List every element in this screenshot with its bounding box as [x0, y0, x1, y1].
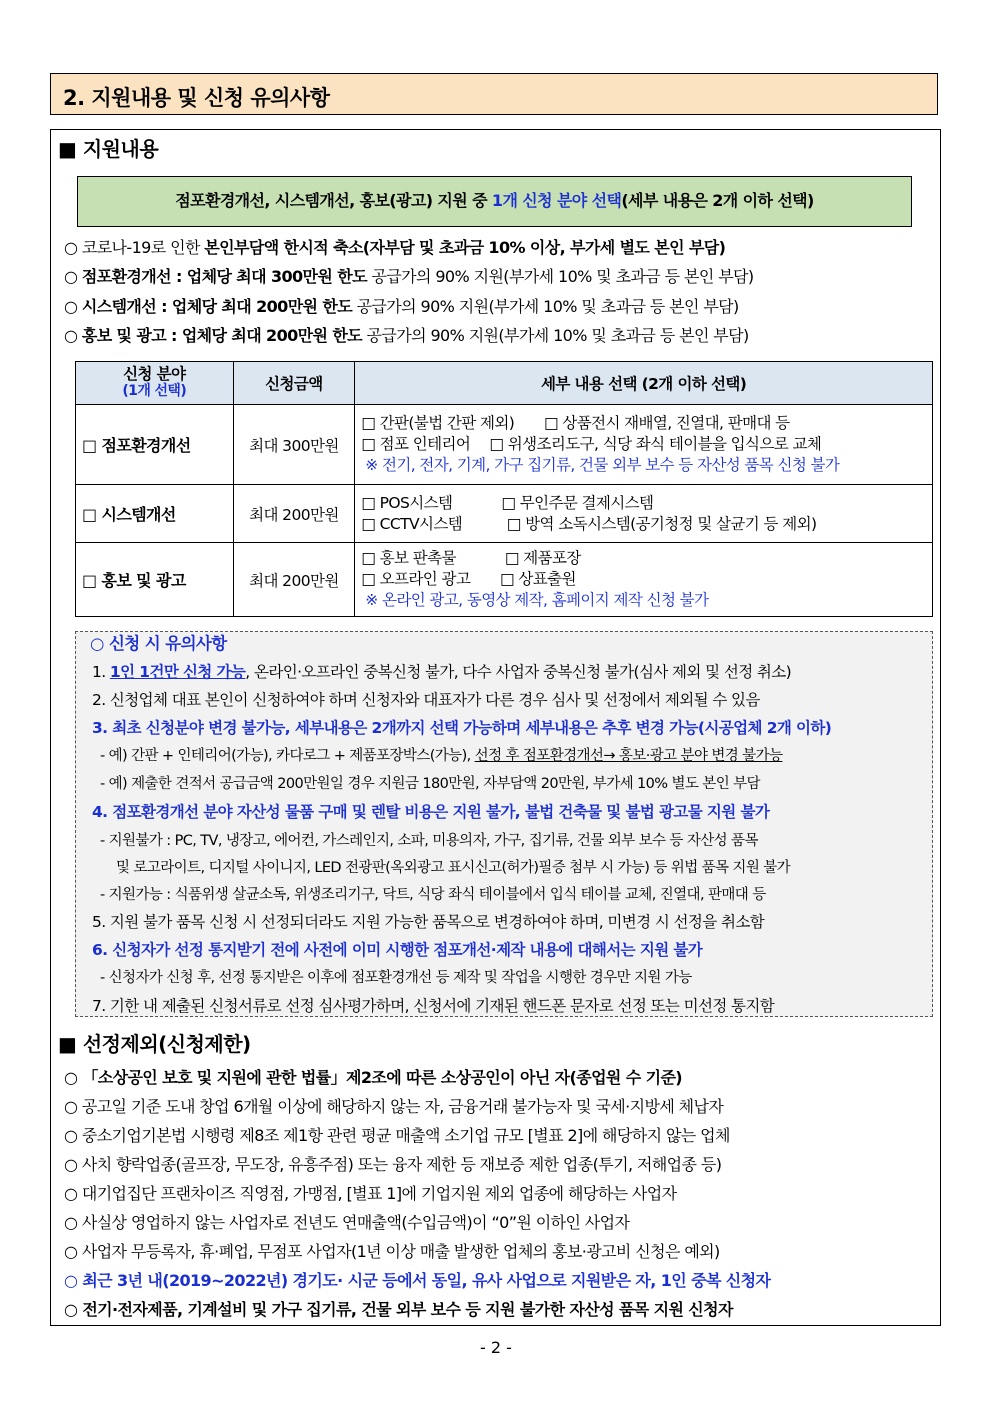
detail-note: ※ 온라인 광고, 동영상 제작, 홈페이지 제작 신청 불가: [365, 591, 709, 609]
detail-option-line[interactable]: □ CCTV시스템 □ 방역 소독시스템(공기청정 및 살균기 등 제외): [361, 514, 817, 533]
support-heading: ■ 지원내용: [58, 137, 159, 161]
section-header: [50, 73, 938, 115]
col-header-amount: 신청금액: [233, 362, 355, 405]
note-item-7: 7. 기한 내 제출된 신청서류로 선정 심사평가하며, 신청서에 기재된 핸드폰 문자로 선정 또는 미선정 통지함: [92, 997, 775, 1015]
detail-cell: [355, 543, 933, 617]
category-checkbox-system[interactable]: □ 시스템개선: [76, 485, 234, 543]
exclusion-item: ○ 사실상 영업하지 않는 사업자로 전년도 연매출액(수입금액)이 “0”원 이하인 사업자: [64, 1213, 630, 1232]
table-header-row: [76, 362, 933, 405]
exclusion-item: ○ 공고일 기준 도내 창업 6개월 이상에 해당하지 않는 자, 금융거래 불가능자 및 국세·지방세 체납자: [64, 1097, 724, 1116]
detail-note: ※ 전기, 전자, 기계, 가구 집기류, 건물 외부 보수 등 자산성 품목 신청 불가: [365, 456, 840, 474]
detail-option-line[interactable]: □ POS시스템 □ 무인주문 결제시스템: [361, 493, 654, 512]
col-header-category: 신청 분야 (1개 선택): [76, 362, 234, 405]
note-item-2: 2. 신청업체 대표 본인이 신청하여야 하며 신청자와 대표자가 다른 경우 심사 및 선정에서 제외될 수 있음: [92, 691, 760, 709]
exclusion-item: ○ 사치 향락업종(골프장, 무도장, 유흥주점) 또는 융자 제한 등 재보증 제한 업종(투기, 저해업종 등): [64, 1155, 722, 1174]
notes-heading: ○ 신청 시 유의사항: [90, 634, 227, 653]
exclusion-item: ○ 중소기업기본법 시행령 제8조 제1항 관련 평균 매출액 소기업 규모 [별표 2]에 해당하지 않는 업체: [64, 1126, 730, 1145]
note-item-3-example-1: - 예) 간판 + 인테리어(가능), 카다로그 + 제품포장박스(가능), 선정 후 점포환경개선→ 홍보·광고 분야 변경 불가능: [100, 748, 783, 764]
detail-option-line[interactable]: □ 점포 인테리어 □ 위생조리도구, 식당 좌식 테이블을 입식으로 교체: [361, 435, 822, 453]
banner-text-3: (세부 내용은 2개 이하 선택): [621, 191, 814, 210]
exclusion-item: ○ 「소상공인 보호 및 지원에 관한 법률」제2조에 따른 소상공인이 아닌 자(종업원 수 기준): [64, 1068, 683, 1087]
category-checkbox-promo[interactable]: □ 홍보 및 광고: [76, 543, 234, 617]
page-number: - 2 -: [480, 1338, 512, 1357]
note-item-6: 6. 신청자가 선정 통지받기 전에 사전에 이미 시행한 점포개선·제작 내용에 대해서는 지원 불가: [92, 941, 703, 959]
banner-text-2: 1개 신청 분야 선택: [491, 191, 622, 210]
note-item-5: 5. 지원 불가 품목 신청 시 선정되더라도 지원 가능한 품목으로 변경하여야 하며, 미변경 시 선정을 취소함: [92, 913, 765, 931]
table-row: [76, 543, 933, 617]
note-item-4-sub-2: - 지원가능 : 식품위생 살균소독, 위생조리기구, 닥트, 식당 좌식 테이블에서 입식 테이블 교체, 진열대, 판매대 등: [100, 887, 766, 903]
notes-box: [75, 631, 933, 1017]
table-row: [76, 485, 933, 543]
table-row: [76, 405, 933, 485]
section-title: 2. 지원내용 및 신청 유의사항: [63, 86, 330, 110]
support-bullet-3: ○ 시스템개선 : 업체당 최대 200만원 한도 공급가의 90% 지원(부가세 10% 및 초과금 등 본인 부담): [64, 297, 739, 316]
detail-cell: [355, 405, 933, 485]
support-bullet-4: ○ 홍보 및 광고 : 업체당 최대 200만원 한도 공급가의 90% 지원(부가세 10% 및 초과금 등 본인 부담): [64, 326, 749, 345]
detail-option-line[interactable]: □ 간판(불법 간판 제외) □ 상품전시 재배열, 진열대, 판매대 등: [361, 414, 790, 432]
support-bullet-2: ○ 점포환경개선 : 업체당 최대 300만원 한도 공급가의 90% 지원(부가세 10% 및 초과금 등 본인 부담): [64, 267, 754, 286]
detail-cell: [355, 485, 933, 543]
amount-cell: 최대 200만원: [233, 485, 355, 543]
support-bullet-1: ○ 코로나-19로 인한 본인부담액 한시적 축소(자부담 및 초과금 10% 이상, 부가세 별도 본인 부담): [64, 238, 726, 257]
note-item-3-example-2: - 예) 제출한 견적서 공급금액 200만원일 경우 지원금 180만원, 자부담액 20만원, 부가세 10% 별도 본인 부담: [100, 776, 760, 792]
exclusion-heading: ■ 선정제외(신청제한): [58, 1032, 251, 1056]
note-item-4: 4. 점포환경개선 분야 자산성 물품 구매 및 렌탈 비용은 지원 불가, 불법 건축물 및 불법 광고물 지원 불가: [92, 803, 770, 821]
detail-option-line[interactable]: □ 오프라인 광고 □ 상표출원: [361, 570, 576, 588]
exclusion-item: ○ 사업자 무등록자, 휴·폐업, 무점포 사업자(1년 이상 매출 발생한 업체의 홍보·광고비 신청은 예외): [64, 1242, 720, 1261]
banner-text-1: 점포환경개선, 시스템개선, 홍보(광고) 지원 중: [175, 191, 492, 210]
exclusion-item: ○ 전기·전자제품, 기계설비 및 가구 집기류, 건물 외부 보수 등 지원 불가한 자산성 품목 지원 신청자: [64, 1300, 733, 1319]
amount-cell: 최대 300만원: [233, 405, 355, 485]
exclusion-item: ○ 최근 3년 내(2019~2022년) 경기도· 시군 등에서 동일, 유사 사업으로 지원받은 자, 1인 중복 신청자: [64, 1271, 771, 1290]
note-item-3: 3. 최초 신청분야 변경 불가능, 세부내용은 2개까지 선택 가능하며 세부내용은 추후 변경 가능(시공업체 2개 이하): [92, 719, 832, 737]
note-item-4-sub-1: - 지원불가 : PC, TV, 냉장고, 에어컨, 가스레인지, 소파, 미용의자, 가구, 집기류, 건물 외부 보수 등 자산성 품목: [100, 833, 758, 849]
support-table: [75, 361, 933, 617]
note-item-1: 1. 1인 1건만 신청 가능, 온라인·오프라인 중복신청 불가, 다수 사업자 중복신청 불가(심사 제외 및 선정 취소): [92, 663, 792, 681]
detail-option-line[interactable]: □ 홍보 판촉물 □ 제품포장: [361, 549, 581, 567]
exclusion-item: ○ 대기업집단 프랜차이즈 직영점, 가맹점, [별표 1]에 기업지원 제외 업종에 해당하는 사업자: [64, 1184, 677, 1203]
col-header-detail: 세부 내용 선택 (2개 이하 선택): [355, 362, 933, 405]
category-checkbox-store[interactable]: □ 점포환경개선: [76, 405, 234, 485]
support-banner: [77, 176, 912, 227]
note-item-4-sub-1b: 및 로고라이트, 디지털 사이니지, LED 전광판(옥외광고 표시신고(허가)필증 첨부 시 가능) 등 위법 품목 지원 불가: [116, 860, 791, 876]
note-item-6-sub: - 신청자가 신청 후, 선정 통지받은 이후에 점포환경개선 등 제작 및 작업을 시행한 경우만 지원 가능: [100, 970, 692, 986]
amount-cell: 최대 200만원: [233, 543, 355, 617]
